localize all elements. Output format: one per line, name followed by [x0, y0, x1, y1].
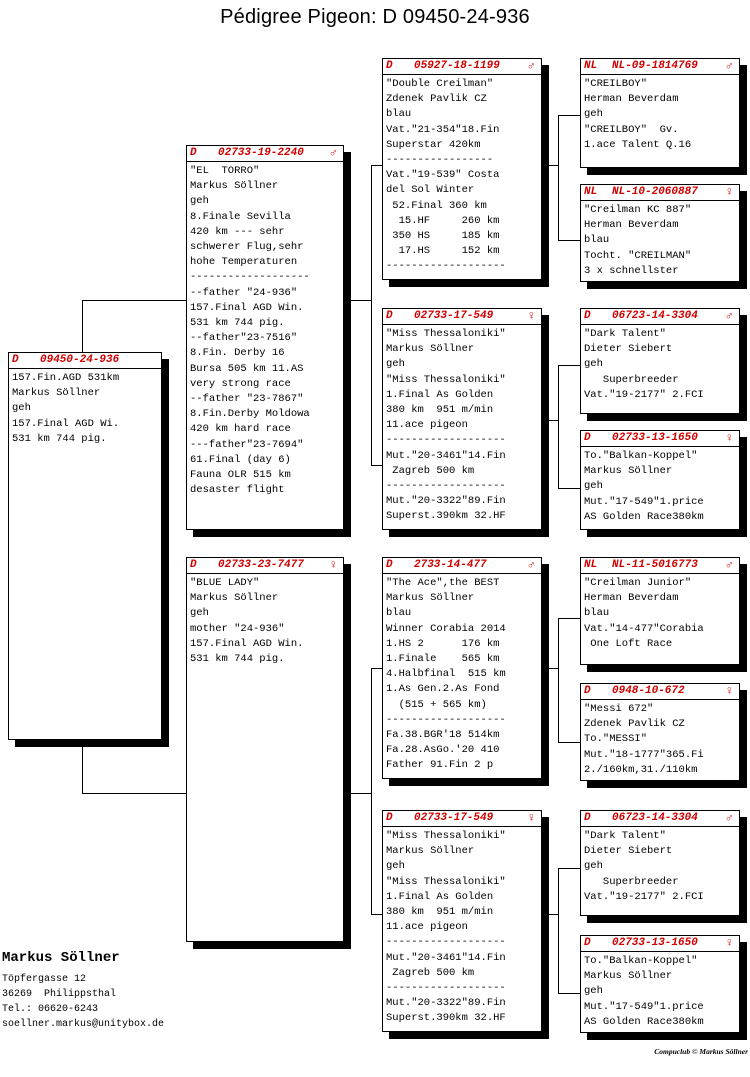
card-header — [383, 309, 541, 325]
connector-line — [558, 868, 559, 993]
card-text: "Dark Talent" Dieter Siebert geh Superbreeder Vat."19-2177" 2.FCI — [584, 328, 704, 401]
connector-line — [344, 793, 371, 794]
card-header — [187, 146, 343, 162]
card-header — [9, 353, 161, 369]
card-text: "EL TORRO" Markus Söllner geh 8.Finale Sevilla 420 km --- sehr schwerer Flug,sehr hohe Temperaturen ------------------- --father "24-936" 157.Final AGD Win. 531 km 744 pig. --father"23-7516" 8.Fin. Derby 16 Bursa 505 km 11.AS very strong race --father "23-7867" 8.Fin.Derby Moldowa 420 km hard race ---father"23-7694" 61.Final (day 6) Fauna OLR 515 km desaster flight — [190, 165, 310, 497]
sex-symbol: ♀ — [527, 309, 535, 323]
pigeon-card-great-grandparent-4[interactable] — [580, 430, 740, 530]
sex-symbol: ♂ — [725, 59, 733, 73]
connector-line — [558, 488, 580, 489]
ring-number: 06723-14-3304 — [612, 310, 698, 322]
ring-number: 06723-14-3304 — [612, 812, 698, 824]
country-code: D — [12, 354, 19, 366]
card-header — [581, 309, 739, 325]
card-text: "Creilman KC 887" Herman Beverdam blau Tocht. "CREILMAN" 3 x schnellster — [584, 204, 692, 277]
card-header — [383, 59, 541, 75]
card-header — [581, 936, 739, 952]
country-code: D — [584, 685, 591, 697]
pigeon-card-great-grandparent-8[interactable] — [580, 935, 740, 1033]
sex-symbol: ♀ — [527, 811, 535, 825]
card-text: To."Balkan-Koppel" Markus Söllner geh Mut."17-549"1.price AS Golden Race380km — [584, 450, 704, 523]
connector-line — [82, 793, 186, 794]
card-header — [581, 185, 739, 201]
connector-line — [542, 668, 558, 669]
card-text: "Dark Talent" Dieter Siebert geh Superbreeder Vat."19-2177" 2.FCI — [584, 830, 704, 903]
sex-symbol: ♂ — [725, 811, 733, 825]
sex-symbol: ♀ — [725, 431, 733, 445]
connector-line — [82, 740, 83, 793]
ring-number: 0948-10-672 — [612, 685, 685, 697]
ring-number: 02733-17-549 — [414, 812, 494, 824]
connector-line — [558, 240, 580, 241]
card-text: "BLUE LADY" Markus Söllner geh mother "24-936" 157.Final AGD Win. 531 km 744 pig. — [190, 577, 304, 666]
connector-line — [558, 115, 559, 240]
ring-number: 2733-14-477 — [414, 559, 487, 571]
card-header — [187, 558, 343, 574]
connector-line — [371, 165, 372, 465]
ring-number: 02733-13-1650 — [612, 937, 698, 949]
card-header — [581, 431, 739, 447]
connector-line — [542, 914, 558, 915]
country-code: NL — [584, 559, 598, 571]
connector-line — [558, 365, 559, 488]
sex-symbol: ♀ — [725, 185, 733, 199]
copyright-note: Compuclub © Markus Söllner — [654, 1047, 748, 1056]
pigeon-card-grandfather-maternal[interactable] — [382, 557, 542, 779]
card-text: "Double Creilman" Zdenek Pavlik CZ blau Vat."21-354"18.Fin Superstar 420km ----------------- Vat."19-539" Costa del Sol Winter 52.Final 360 km 15.HF 260 km 350 HS 185 km 17.HS 152 km ------------------- — [386, 78, 506, 273]
connector-line — [344, 300, 371, 301]
card-header — [383, 811, 541, 827]
pigeon-card-grandmother-maternal[interactable] — [382, 810, 542, 1032]
ring-number: 02733-17-549 — [414, 310, 494, 322]
pigeon-card-great-grandparent-6[interactable] — [580, 683, 740, 781]
country-code: D — [386, 812, 393, 824]
ring-number: 02733-13-1650 — [612, 432, 698, 444]
pigeon-card-great-grandparent-7[interactable] — [580, 810, 740, 916]
ring-number: 02733-19-2240 — [218, 147, 304, 159]
connector-line — [558, 618, 580, 619]
sex-symbol: ♀ — [725, 684, 733, 698]
connector-line — [371, 668, 372, 914]
connector-line — [558, 115, 580, 116]
connector-line — [371, 668, 382, 669]
pigeon-card-mother[interactable] — [186, 557, 344, 942]
card-header — [383, 558, 541, 574]
country-code: D — [190, 559, 197, 571]
country-code: D — [584, 310, 591, 322]
card-text: "Creilman Junior" Herman Beverdam blau Vat."14-477"Corabia One Loft Race — [584, 577, 704, 650]
pigeon-card-great-grandparent-5[interactable] — [580, 557, 740, 665]
pigeon-card-grandmother-paternal[interactable] — [382, 308, 542, 530]
breeder-address: Töpfergasse 12 36269 Philippsthal Tel.: 06620-6243 soellner.markus@unitybox.de — [2, 974, 165, 1030]
ring-number: NL-10-2060887 — [612, 186, 698, 198]
card-header — [581, 811, 739, 827]
connector-line — [558, 868, 580, 869]
breeder-name: Markus Söllner — [2, 950, 120, 966]
ring-number: NL-11-5016773 — [612, 559, 698, 571]
sex-symbol: ♂ — [725, 309, 733, 323]
pigeon-card-great-grandparent-2[interactable] — [580, 184, 740, 282]
connector-line — [82, 300, 186, 301]
sex-symbol: ♂ — [527, 558, 535, 572]
card-text: "Miss Thessaloniki" Markus Söllner geh "Miss Thessaloniki" 1.Final As Golden 380 km 951 m/min 11.ace pigeon ------------------- Mut."20-3461"14.Fin Zagreb 500 km ------------------- Mut."20-3322"89.Fin Superst.390km 32.HF — [386, 328, 506, 523]
connector-line — [558, 993, 580, 994]
ring-number: 05927-18-1199 — [414, 60, 500, 72]
country-code: D — [584, 432, 591, 444]
card-text: To."Balkan-Koppel" Markus Söllner geh Mut."17-549"1.price AS Golden Race380km — [584, 955, 704, 1028]
connector-line — [82, 300, 83, 352]
connector-line — [558, 742, 580, 743]
pigeon-card-great-grandparent-1[interactable] — [580, 58, 740, 168]
country-code: D — [584, 812, 591, 824]
connector-line — [542, 420, 558, 421]
connector-line — [558, 618, 559, 742]
pigeon-card-father[interactable] — [186, 145, 344, 530]
card-header — [581, 558, 739, 574]
ring-number: 09450-24-936 — [40, 354, 120, 366]
ring-number: NL-09-1814769 — [612, 60, 698, 72]
card-text: "Miss Thessaloniki" Markus Söllner geh "Miss Thessaloniki" 1.Final As Golden 380 km 951 m/min 11.ace pigeon ------------------- Mut."20-3461"14.Fin Zagreb 500 km ------------------- Mut."20-3322"89.Fin Superst.390km 32.HF — [386, 830, 506, 1025]
country-code: D — [584, 937, 591, 949]
card-text: "The Ace",the BEST Markus Söllner blau Winner Corabia 2014 1.HS 2 176 km 1.Finale 565 km 4.Halbfinal 515 km 1.As Gen.2.As Fond (515 + 565 km) ------------------- Fa.38.BGR'18 514km Fa.28.AsGo.'20 410 Father 91.Fin 2 p — [386, 577, 506, 772]
pigeon-card-grandfather-paternal[interactable] — [382, 58, 542, 280]
country-code: NL — [584, 186, 598, 198]
sex-symbol: ♀ — [329, 558, 337, 572]
connector-line — [371, 165, 382, 166]
connector-line — [558, 365, 580, 366]
pigeon-card-great-grandparent-3[interactable] — [580, 308, 740, 414]
country-code: D — [386, 60, 393, 72]
sex-symbol: ♂ — [329, 146, 337, 160]
ring-number: 02733-23-7477 — [218, 559, 304, 571]
country-code: D — [386, 310, 393, 322]
card-text: 157.Fin.AGD 531km Markus Söllner geh 157.Final AGD Wi. 531 km 744 pig. — [12, 372, 120, 445]
page-title: Pédigree Pigeon: D 09450-24-936 — [220, 6, 530, 28]
sex-symbol: ♂ — [527, 59, 535, 73]
pigeon-card-subject[interactable] — [8, 352, 162, 740]
country-code: D — [190, 147, 197, 159]
sex-symbol: ♀ — [725, 936, 733, 950]
card-text: "Messi 672" Zdenek Pavlik CZ To."MESSI" Mut."18-1777"365.Fi 2./160km,31./110km — [584, 703, 704, 776]
country-code: D — [386, 559, 393, 571]
card-header — [581, 684, 739, 700]
sex-symbol: ♂ — [725, 558, 733, 572]
card-text: "CREILBOY" Herman Beverdam geh "CREILBOY" Gv. 1.ace Talent Q.16 — [584, 78, 692, 151]
card-header — [581, 59, 739, 75]
connector-line — [371, 465, 382, 466]
connector-line — [371, 914, 382, 915]
connector-line — [542, 165, 558, 166]
country-code: NL — [584, 60, 598, 72]
